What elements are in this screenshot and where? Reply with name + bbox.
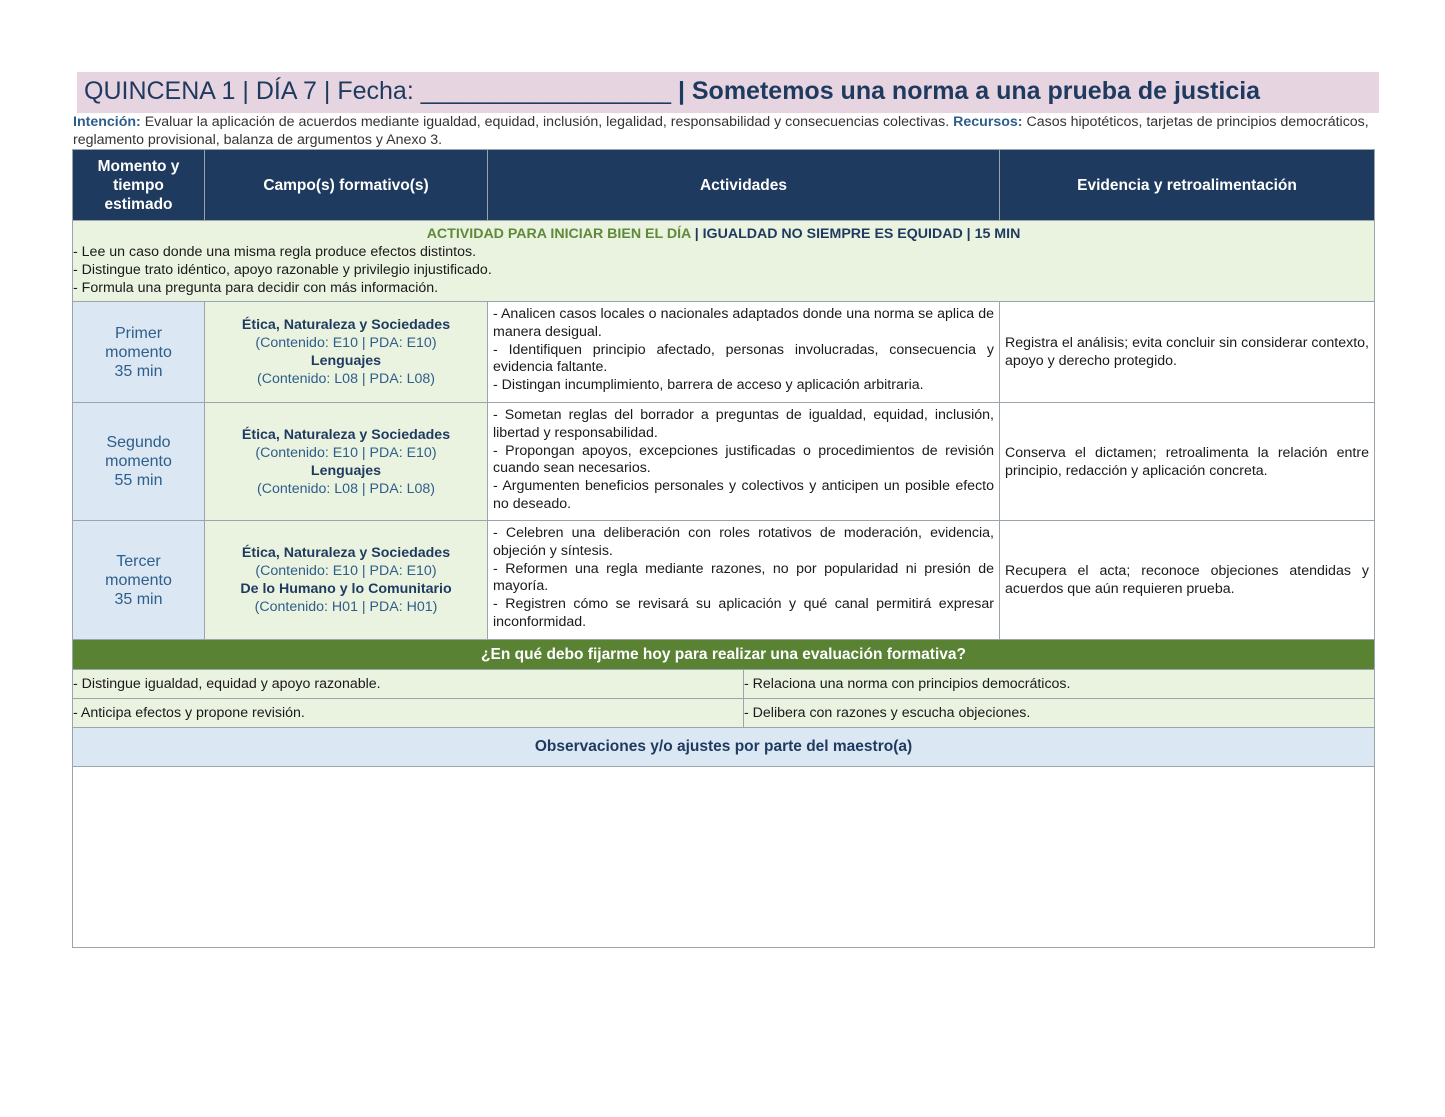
evaluation-item: - Relaciona una norma con principios democráticos.	[744, 670, 1375, 699]
header-actividades: Actividades	[488, 150, 1000, 221]
moment-cell: Primer momento 35 min	[73, 302, 205, 403]
start-line: - Distingue trato idéntico, apoyo razonable y privilegio injustificado.	[73, 262, 492, 278]
start-activity-row	[73, 221, 1375, 302]
intro-paragraph	[73, 114, 1373, 149]
moment-row-2	[73, 403, 1375, 521]
observations-header-row	[73, 728, 1375, 767]
moment-cell: Tercer momento 35 min	[73, 521, 205, 640]
campo-cell: Ética, Naturaleza y Sociedades (Contenido: E10 | PDA: E10) Lenguajes (Contenido: L08 | PDA: L08)	[205, 302, 488, 403]
evaluation-item: - Anticipa efectos y propone revisión.	[73, 699, 744, 728]
page-title	[77, 72, 1379, 113]
evidence-cell: Registra el análisis; evita concluir sin considerar contexto, apoyo y derecho protegido.	[1000, 302, 1375, 403]
evaluation-question-row	[73, 640, 1375, 671]
moment-row-1	[73, 302, 1375, 403]
activities-cell: - Analicen casos locales o nacionales adaptados donde una norma se aplica de manera desigual. - Identifiquen principio afectado, personas involucradas, consecuencia y evidencia faltante. - Distingan incumplimiento, barrera de acceso y aplicación arbitraria.	[488, 302, 1000, 403]
planning-table	[72, 149, 1375, 671]
header-campo: Campo(s) formativo(s)	[205, 150, 488, 221]
table-header-row	[73, 150, 1375, 221]
session-title: | Sometemos una norma a una prueba de justicia	[671, 77, 1261, 105]
header-momento: Momento y tiempo estimado	[73, 150, 205, 221]
header-evidencia: Evidencia y retroalimentación	[1000, 150, 1375, 221]
campo-cell: Ética, Naturaleza y Sociedades (Contenido: E10 | PDA: E10) De lo Humano y lo Comunitario (Contenido: H01 | PDA: H01)	[205, 521, 488, 640]
date-blank: __________________	[420, 77, 671, 105]
recursos-text: Casos hipotéticos, tarjetas de principios democráticos, reglamento provisional, balanza de argumentos y Anexo 3.	[73, 114, 1369, 148]
evidence-cell: Recupera el acta; reconoce objeciones atendidas y acuerdos que aún requieren prueba.	[1000, 521, 1375, 640]
activities-cell: - Sometan reglas del borrador a preguntas de igualdad, equidad, inclusión, libertad y responsabilidad. - Propongan apoyos, excepciones justificadas o procedimientos de revisión cuando sean necesarios. - Argumenten beneficios personales y colectivos y anticipen un posible efecto no deseado.	[488, 403, 1000, 521]
evaluation-table	[72, 669, 1375, 948]
evaluation-item: - Distingue igualdad, equidad y apoyo razonable.	[73, 670, 744, 699]
intencion-text: Evaluar la aplicación de acuerdos mediante igualdad, equidad, inclusión, legalidad, responsabilidad y consecuencias colectivas.	[140, 114, 954, 130]
evaluation-item: - Delibera con razones y escucha objeciones.	[744, 699, 1375, 728]
start-activity-title: ACTIVIDAD PARA INICIAR BIEN EL DÍA | IGUALDAD NO SIEMPRE ES EQUIDAD | 15 MIN	[426, 226, 1021, 242]
campo-cell: Ética, Naturaleza y Sociedades (Contenido: E10 | PDA: E10) Lenguajes (Contenido: L08 | PDA: L08)	[205, 403, 488, 521]
evidence-cell: Conserva el dictamen; retroalimenta la relación entre principio, redacción y aplicación concreta.	[1000, 403, 1375, 521]
title-prefix: QUINCENA 1 | DÍA 7 | Fecha:	[84, 77, 421, 105]
observations-title: Observaciones y/o ajustes por parte del maestro(a)	[73, 728, 1375, 767]
observations-area[interactable]	[73, 767, 1375, 948]
evaluation-row	[73, 699, 1375, 728]
start-line: - Lee un caso donde una misma regla produce efectos distintos.	[73, 244, 477, 260]
evaluation-row	[73, 670, 1375, 699]
recursos-label: Recursos:	[953, 114, 1023, 130]
activities-cell: - Celebren una deliberación con roles rotativos de moderación, evidencia, objeción y síntesis. - Reformen una regla mediante razones, no por popularidad ni presión de mayoría. - Registren cómo se revisará su aplicación y qué canal permitirá expresar inconformidad.	[488, 521, 1000, 640]
intencion-label: Intención:	[73, 114, 141, 130]
start-line: - Formula una pregunta para decidir con más información.	[73, 280, 439, 296]
evaluation-question: ¿En qué debo fijarme hoy para realizar una evaluación formativa?	[73, 640, 1375, 671]
start-activity-cell	[73, 221, 1375, 302]
moment-cell: Segundo momento 55 min	[73, 403, 205, 521]
observations-area-row	[73, 767, 1375, 948]
moment-row-3	[73, 521, 1375, 640]
